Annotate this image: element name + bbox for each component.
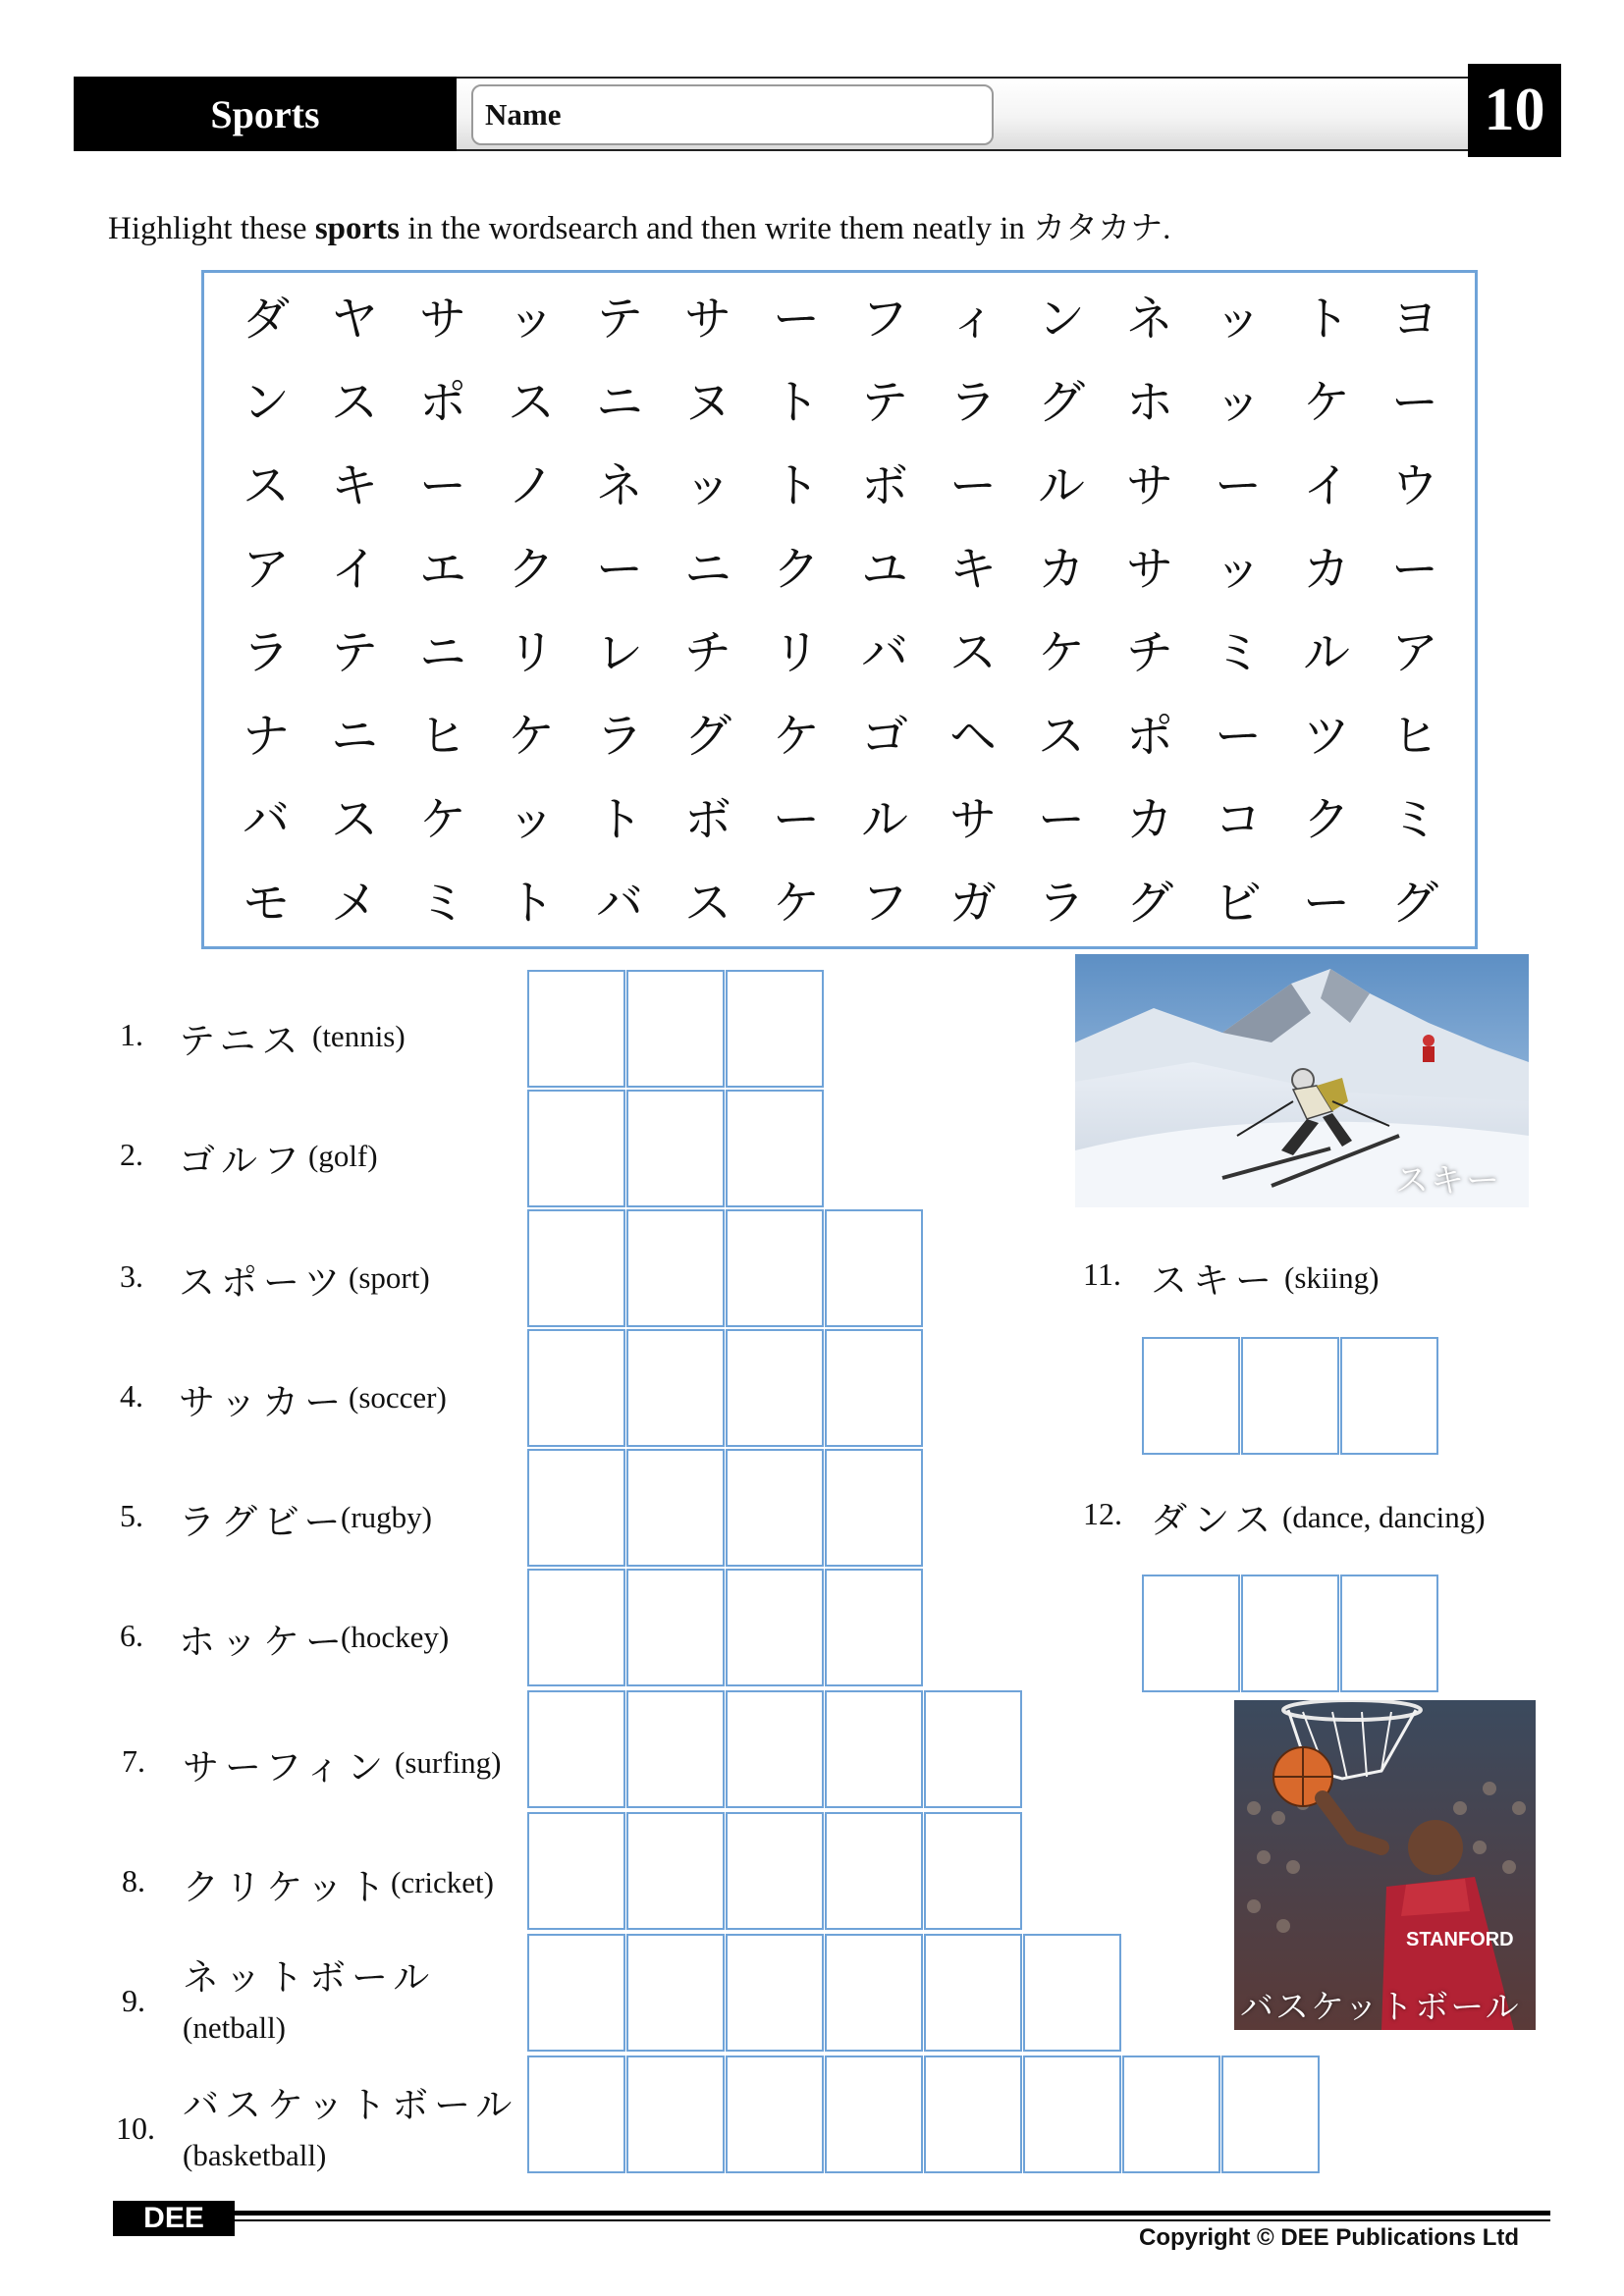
wordsearch-cell[interactable]: ト bbox=[772, 374, 820, 430]
wordsearch-cell[interactable]: ミ bbox=[1214, 624, 1262, 680]
wordsearch-cell[interactable]: リ bbox=[507, 624, 555, 680]
wordsearch-cell[interactable]: ネ bbox=[1125, 291, 1173, 347]
answer-box[interactable] bbox=[825, 1329, 923, 1447]
wordsearch-cell[interactable]: ッ bbox=[1214, 541, 1262, 597]
wordsearch-cell[interactable]: ノ bbox=[507, 457, 555, 513]
wordsearch-cell[interactable]: ア bbox=[1390, 624, 1438, 680]
item-english: (surfing) bbox=[395, 1745, 502, 1780]
item-kana: ダンス bbox=[1151, 1499, 1277, 1541]
answer-box[interactable] bbox=[626, 1090, 725, 1207]
instruction-after: in the wordsearch and then write them neatly in カタカナ. bbox=[400, 211, 1171, 246]
wordsearch-row bbox=[222, 607, 1459, 689]
wordsearch-row bbox=[222, 356, 1459, 439]
wordsearch-cell[interactable]: ー bbox=[418, 457, 466, 513]
item-english: (cricket) bbox=[391, 1865, 494, 1899]
wordsearch-cell[interactable]: ミ bbox=[418, 875, 466, 931]
item-english: (skiing) bbox=[1284, 1260, 1380, 1295]
item-english: (dance, dancing) bbox=[1282, 1500, 1486, 1534]
answer-box[interactable] bbox=[825, 1690, 923, 1808]
wordsearch-cell[interactable]: ニ bbox=[418, 624, 466, 680]
wordsearch-cell[interactable]: サ bbox=[948, 791, 997, 847]
wordsearch-cell[interactable]: ニ bbox=[683, 541, 731, 597]
wordsearch-cell[interactable]: バ bbox=[860, 624, 908, 680]
wordsearch-cell[interactable]: ク bbox=[507, 541, 555, 597]
item-english: (golf) bbox=[308, 1139, 378, 1173]
item-kana: テニス bbox=[179, 1020, 304, 1062]
wordsearch-cell[interactable]: グ bbox=[1125, 875, 1173, 931]
wordsearch-cell[interactable]: ト bbox=[1302, 291, 1350, 347]
wordsearch-cell[interactable]: ー bbox=[948, 457, 997, 513]
wordsearch-cell[interactable]: ヒ bbox=[418, 708, 466, 764]
wordsearch-cell[interactable]: ケ bbox=[1037, 624, 1085, 680]
ski-photo bbox=[1075, 954, 1529, 1207]
item-kana: スポーツ bbox=[179, 1261, 347, 1304]
answer-box[interactable] bbox=[726, 1449, 824, 1567]
answer-box[interactable] bbox=[726, 1934, 824, 2052]
name-field[interactable] bbox=[471, 84, 994, 145]
answer-box[interactable] bbox=[726, 1329, 824, 1447]
answer-box[interactable] bbox=[726, 1209, 824, 1327]
wordsearch-cell[interactable]: ラ bbox=[595, 708, 643, 764]
answer-box[interactable] bbox=[626, 1569, 725, 1686]
wordsearch-cell[interactable]: サ bbox=[683, 291, 731, 347]
basketball-caption: バスケットボール bbox=[1240, 1988, 1521, 2027]
wordsearch-cell[interactable]: カ bbox=[1125, 791, 1173, 847]
wordsearch-cell[interactable]: ー bbox=[1390, 374, 1438, 430]
item-kana: スキー bbox=[1151, 1259, 1277, 1302]
item-number: 4. bbox=[120, 1378, 143, 1414]
page-number: 10 bbox=[1468, 64, 1561, 157]
item-kana: バスケットボール bbox=[183, 2084, 518, 2126]
instruction-before: Highlight these bbox=[108, 211, 315, 246]
wordsearch-cell[interactable]: ヌ bbox=[683, 374, 731, 430]
wordsearch-cell[interactable]: ス bbox=[242, 457, 290, 513]
wordsearch-cell[interactable]: グ bbox=[683, 708, 731, 764]
answer-box[interactable] bbox=[527, 1934, 625, 2052]
answer-box[interactable] bbox=[924, 1934, 1022, 2052]
wordsearch-row bbox=[222, 523, 1459, 606]
answer-box[interactable] bbox=[726, 1090, 824, 1207]
answer-box[interactable] bbox=[726, 1569, 824, 1686]
wordsearch-cell[interactable]: モ bbox=[242, 875, 290, 931]
answer-grid-11 bbox=[1142, 1337, 1439, 1455]
wordsearch-cell[interactable]: ッ bbox=[683, 457, 731, 513]
wordsearch-cell[interactable]: ー bbox=[1214, 708, 1262, 764]
wordsearch-cell[interactable]: ト bbox=[595, 791, 643, 847]
answer-box[interactable] bbox=[527, 1090, 625, 1207]
item-kana: クリケット bbox=[183, 1866, 392, 1908]
copyright: Copyright © DEE Publications Ltd bbox=[1139, 2224, 1520, 2251]
wordsearch-cell[interactable]: ス bbox=[330, 374, 378, 430]
item-kana: ホッケー bbox=[179, 1621, 348, 1663]
wordsearch-cell[interactable]: ス bbox=[507, 374, 555, 430]
wordsearch-row bbox=[222, 774, 1459, 856]
answer-box[interactable] bbox=[924, 1690, 1022, 1808]
wordsearch-cell[interactable]: イ bbox=[1302, 457, 1350, 513]
wordsearch-row bbox=[222, 857, 1459, 939]
item-kana: ネットボール bbox=[183, 1956, 436, 1999]
item-english: (hockey) bbox=[341, 1620, 450, 1654]
wordsearch-cell[interactable]: キ bbox=[948, 541, 997, 597]
answer-box[interactable] bbox=[825, 1812, 923, 1930]
wordsearch-cell[interactable]: ボ bbox=[683, 791, 731, 847]
item-number: 9. bbox=[122, 1983, 145, 2018]
item-english: (rugby) bbox=[341, 1500, 432, 1534]
distant-skier bbox=[1423, 1035, 1435, 1062]
wordsearch-cell[interactable]: ダ bbox=[242, 291, 290, 347]
item-number: 12. bbox=[1083, 1496, 1122, 1531]
wordsearch-cell[interactable]: イ bbox=[330, 541, 378, 597]
answer-box[interactable] bbox=[527, 970, 625, 1088]
wordsearch-cell[interactable]: ー bbox=[772, 791, 820, 847]
answer-box[interactable] bbox=[825, 1934, 923, 2052]
answer-box[interactable] bbox=[1340, 1337, 1438, 1455]
wordsearch-cell[interactable]: テ bbox=[595, 291, 643, 347]
item-number: 10. bbox=[116, 2110, 155, 2146]
wordsearch-cell[interactable]: キ bbox=[330, 457, 378, 513]
answer-box[interactable] bbox=[626, 1690, 725, 1808]
wordsearch-cell[interactable]: チ bbox=[683, 624, 731, 680]
answer-box[interactable] bbox=[527, 1329, 625, 1447]
wordsearch-cell[interactable]: グ bbox=[1390, 875, 1438, 931]
answer-grid-12 bbox=[1142, 1575, 1439, 1692]
wordsearch-cell[interactable]: ス bbox=[1037, 708, 1085, 764]
wordsearch-cell[interactable]: ク bbox=[772, 541, 820, 597]
wordsearch-cell[interactable]: ヒ bbox=[1390, 708, 1438, 764]
wordsearch-cell[interactable]: フ bbox=[860, 291, 908, 347]
instruction-text bbox=[108, 202, 1170, 248]
answer-grid-2 bbox=[527, 1090, 825, 1207]
answer-box[interactable] bbox=[1241, 1575, 1339, 1692]
wordsearch-cell[interactable]: サ bbox=[1125, 541, 1173, 597]
answer-grid-9 bbox=[527, 1934, 1122, 2052]
wordsearch-cell[interactable]: ラ bbox=[948, 374, 997, 430]
answer-grid-8 bbox=[527, 1812, 1023, 1930]
instruction-bold: sports bbox=[314, 211, 400, 246]
answer-box[interactable] bbox=[825, 1569, 923, 1686]
answer-grid-5 bbox=[527, 1449, 924, 1567]
wordsearch-cell[interactable]: ボ bbox=[860, 457, 908, 513]
answer-box[interactable] bbox=[1023, 1934, 1121, 2052]
wordsearch-cell[interactable]: ッ bbox=[1214, 291, 1262, 347]
answer-grid-3 bbox=[527, 1209, 924, 1327]
answer-grid-7 bbox=[527, 1690, 1023, 1808]
wordsearch-cell[interactable]: ポ bbox=[1125, 708, 1173, 764]
wordsearch-cell[interactable]: ニ bbox=[330, 708, 378, 764]
answer-box[interactable] bbox=[1023, 2056, 1121, 2173]
worksheet-title: Sports bbox=[74, 77, 457, 151]
wordsearch-cell[interactable]: テ bbox=[860, 374, 908, 430]
wordsearch-cell[interactable]: ィ bbox=[948, 291, 997, 347]
item-english: (sport) bbox=[349, 1260, 430, 1295]
wordsearch-cell[interactable]: ポ bbox=[418, 374, 466, 430]
wordsearch-cell[interactable]: ミ bbox=[1390, 791, 1438, 847]
answer-box[interactable] bbox=[825, 2056, 923, 2173]
wordsearch-cell[interactable]: カ bbox=[1037, 541, 1085, 597]
wordsearch-cell[interactable]: メ bbox=[330, 875, 378, 931]
answer-box[interactable] bbox=[527, 2056, 625, 2173]
answer-box[interactable] bbox=[626, 1209, 725, 1327]
item-kana: サーフィン bbox=[183, 1746, 390, 1789]
answer-box[interactable] bbox=[1122, 2056, 1220, 2173]
item-number: 6. bbox=[120, 1618, 143, 1653]
answer-box[interactable] bbox=[924, 2056, 1022, 2173]
wordsearch-cell[interactable]: ケ bbox=[418, 791, 466, 847]
wordsearch-cell[interactable]: ゴ bbox=[860, 708, 908, 764]
item-number: 5. bbox=[120, 1498, 143, 1533]
wordsearch-row bbox=[222, 440, 1459, 522]
wordsearch-cell[interactable]: ラ bbox=[1037, 875, 1085, 931]
wordsearch-cell[interactable]: サ bbox=[418, 291, 466, 347]
answer-box[interactable] bbox=[626, 1449, 725, 1567]
wordsearch-cell[interactable]: ッ bbox=[507, 791, 555, 847]
wordsearch-cell[interactable]: ー bbox=[772, 291, 820, 347]
item-english: (netball) bbox=[183, 2010, 287, 2045]
item-number: 1. bbox=[120, 1017, 143, 1052]
wordsearch-cell[interactable]: フ bbox=[860, 875, 908, 931]
wordsearch-cell[interactable]: ニ bbox=[595, 374, 643, 430]
answer-grid-1 bbox=[527, 970, 825, 1088]
answer-box[interactable] bbox=[825, 1449, 923, 1567]
wordsearch-cell[interactable]: ー bbox=[595, 541, 643, 597]
wordsearch-cell[interactable]: ラ bbox=[242, 624, 290, 680]
answer-box[interactable] bbox=[626, 2056, 725, 2173]
footer-rule-thin bbox=[235, 2219, 1550, 2221]
answer-grid-10 bbox=[527, 2056, 1321, 2173]
answer-box[interactable] bbox=[726, 1812, 824, 1930]
answer-box[interactable] bbox=[1241, 1337, 1339, 1455]
item-english: (tennis) bbox=[312, 1019, 406, 1053]
wordsearch-cell[interactable]: ホ bbox=[1125, 374, 1173, 430]
answer-box[interactable] bbox=[726, 2056, 824, 2173]
wordsearch-cell[interactable]: ル bbox=[860, 791, 908, 847]
wordsearch-cell[interactable]: レ bbox=[595, 624, 643, 680]
wordsearch-cell[interactable]: ル bbox=[1302, 624, 1350, 680]
wordsearch-cell[interactable]: ケ bbox=[772, 875, 820, 931]
answer-grid-4 bbox=[527, 1329, 924, 1447]
wordsearch-cell[interactable]: ー bbox=[1214, 457, 1262, 513]
item-number: 2. bbox=[120, 1137, 143, 1172]
wordsearch-cell[interactable]: テ bbox=[330, 624, 378, 680]
wordsearch-cell[interactable]: ク bbox=[1302, 791, 1350, 847]
wordsearch-cell[interactable]: チ bbox=[1125, 624, 1173, 680]
wordsearch-cell[interactable]: ー bbox=[1390, 541, 1438, 597]
wordsearch-cell[interactable]: ヨ bbox=[1390, 291, 1438, 347]
wordsearch-cell[interactable]: ー bbox=[1037, 791, 1085, 847]
answer-box[interactable] bbox=[527, 1690, 625, 1808]
wordsearch-cell[interactable]: ケ bbox=[1302, 374, 1350, 430]
item-kana: ゴルフ bbox=[179, 1140, 305, 1182]
item-number: 3. bbox=[120, 1258, 143, 1294]
wordsearch-cell[interactable]: ス bbox=[330, 791, 378, 847]
answer-box[interactable] bbox=[626, 1934, 725, 2052]
wordsearch-cell[interactable]: ケ bbox=[507, 708, 555, 764]
answer-box[interactable] bbox=[726, 970, 824, 1088]
wordsearch-cell[interactable]: ビ bbox=[1214, 875, 1262, 931]
item-english: (basketball) bbox=[183, 2138, 327, 2172]
wordsearch-cell[interactable]: ケ bbox=[772, 708, 820, 764]
answer-box[interactable] bbox=[1142, 1337, 1240, 1455]
wordsearch-row bbox=[222, 273, 1459, 355]
answer-box[interactable] bbox=[626, 1329, 725, 1447]
wordsearch-cell[interactable]: サ bbox=[1125, 457, 1173, 513]
wordsearch-cell[interactable]: ン bbox=[242, 374, 290, 430]
answer-box[interactable] bbox=[726, 1690, 824, 1808]
wordsearch-cell[interactable]: エ bbox=[418, 541, 466, 597]
wordsearch-cell[interactable]: バ bbox=[242, 791, 290, 847]
wordsearch-cell[interactable]: ヤ bbox=[330, 291, 378, 347]
wordsearch-grid bbox=[201, 270, 1478, 949]
wordsearch-cell[interactable]: ヘ bbox=[948, 708, 997, 764]
item-english: (soccer) bbox=[349, 1380, 447, 1415]
item-number: 7. bbox=[122, 1743, 145, 1779]
item-number: 11. bbox=[1083, 1256, 1121, 1292]
wordsearch-cell[interactable]: ス bbox=[948, 624, 997, 680]
wordsearch-cell[interactable]: ナ bbox=[242, 708, 290, 764]
wordsearch-cell[interactable]: ア bbox=[242, 541, 290, 597]
wordsearch-cell[interactable]: ウ bbox=[1390, 457, 1438, 513]
publisher-logo: DEE bbox=[113, 2201, 235, 2236]
answer-box[interactable] bbox=[1340, 1575, 1438, 1692]
wordsearch-cell[interactable]: ト bbox=[507, 875, 555, 931]
basketball-photo bbox=[1234, 1700, 1536, 2030]
answer-box[interactable] bbox=[527, 1449, 625, 1567]
name-label: Name bbox=[485, 97, 562, 132]
answer-box[interactable] bbox=[527, 1209, 625, 1327]
wordsearch-cell[interactable]: ガ bbox=[948, 875, 997, 931]
answer-grid-6 bbox=[527, 1569, 924, 1686]
wordsearch-cell[interactable]: ネ bbox=[595, 457, 643, 513]
ski-caption: スキー bbox=[1395, 1161, 1501, 1201]
item-kana: ラグビー bbox=[179, 1501, 347, 1543]
answer-box[interactable] bbox=[924, 1812, 1022, 1930]
answer-box[interactable] bbox=[527, 1569, 625, 1686]
wordsearch-cell[interactable]: ッ bbox=[507, 291, 555, 347]
answer-box[interactable] bbox=[527, 1812, 625, 1930]
answer-box[interactable] bbox=[626, 1812, 725, 1930]
wordsearch-cell[interactable]: ッ bbox=[1214, 374, 1262, 430]
wordsearch-cell[interactable]: ユ bbox=[860, 541, 908, 597]
wordsearch-cell[interactable]: カ bbox=[1302, 541, 1350, 597]
item-kana: サッカー bbox=[179, 1381, 348, 1423]
answer-box[interactable] bbox=[1221, 2056, 1320, 2173]
item-number: 8. bbox=[122, 1863, 145, 1898]
answer-box[interactable] bbox=[1142, 1575, 1240, 1692]
wordsearch-cell[interactable]: ス bbox=[683, 875, 731, 931]
answer-box[interactable] bbox=[626, 970, 725, 1088]
wordsearch-cell[interactable]: ル bbox=[1037, 457, 1085, 513]
wordsearch-row bbox=[222, 690, 1459, 773]
wordsearch-cell[interactable]: ー bbox=[1302, 875, 1350, 931]
answer-box[interactable] bbox=[825, 1209, 923, 1327]
jersey-text: STANFORD bbox=[1406, 1929, 1514, 1950]
wordsearch-cell[interactable]: バ bbox=[595, 875, 643, 931]
wordsearch-cell[interactable]: ン bbox=[1037, 291, 1085, 347]
wordsearch-cell[interactable]: ツ bbox=[1302, 708, 1350, 764]
wordsearch-cell[interactable]: ト bbox=[772, 457, 820, 513]
footer-rule bbox=[235, 2211, 1550, 2216]
wordsearch-cell[interactable]: グ bbox=[1037, 374, 1085, 430]
wordsearch-cell[interactable]: コ bbox=[1214, 791, 1262, 847]
wordsearch-cell[interactable]: リ bbox=[772, 624, 820, 680]
